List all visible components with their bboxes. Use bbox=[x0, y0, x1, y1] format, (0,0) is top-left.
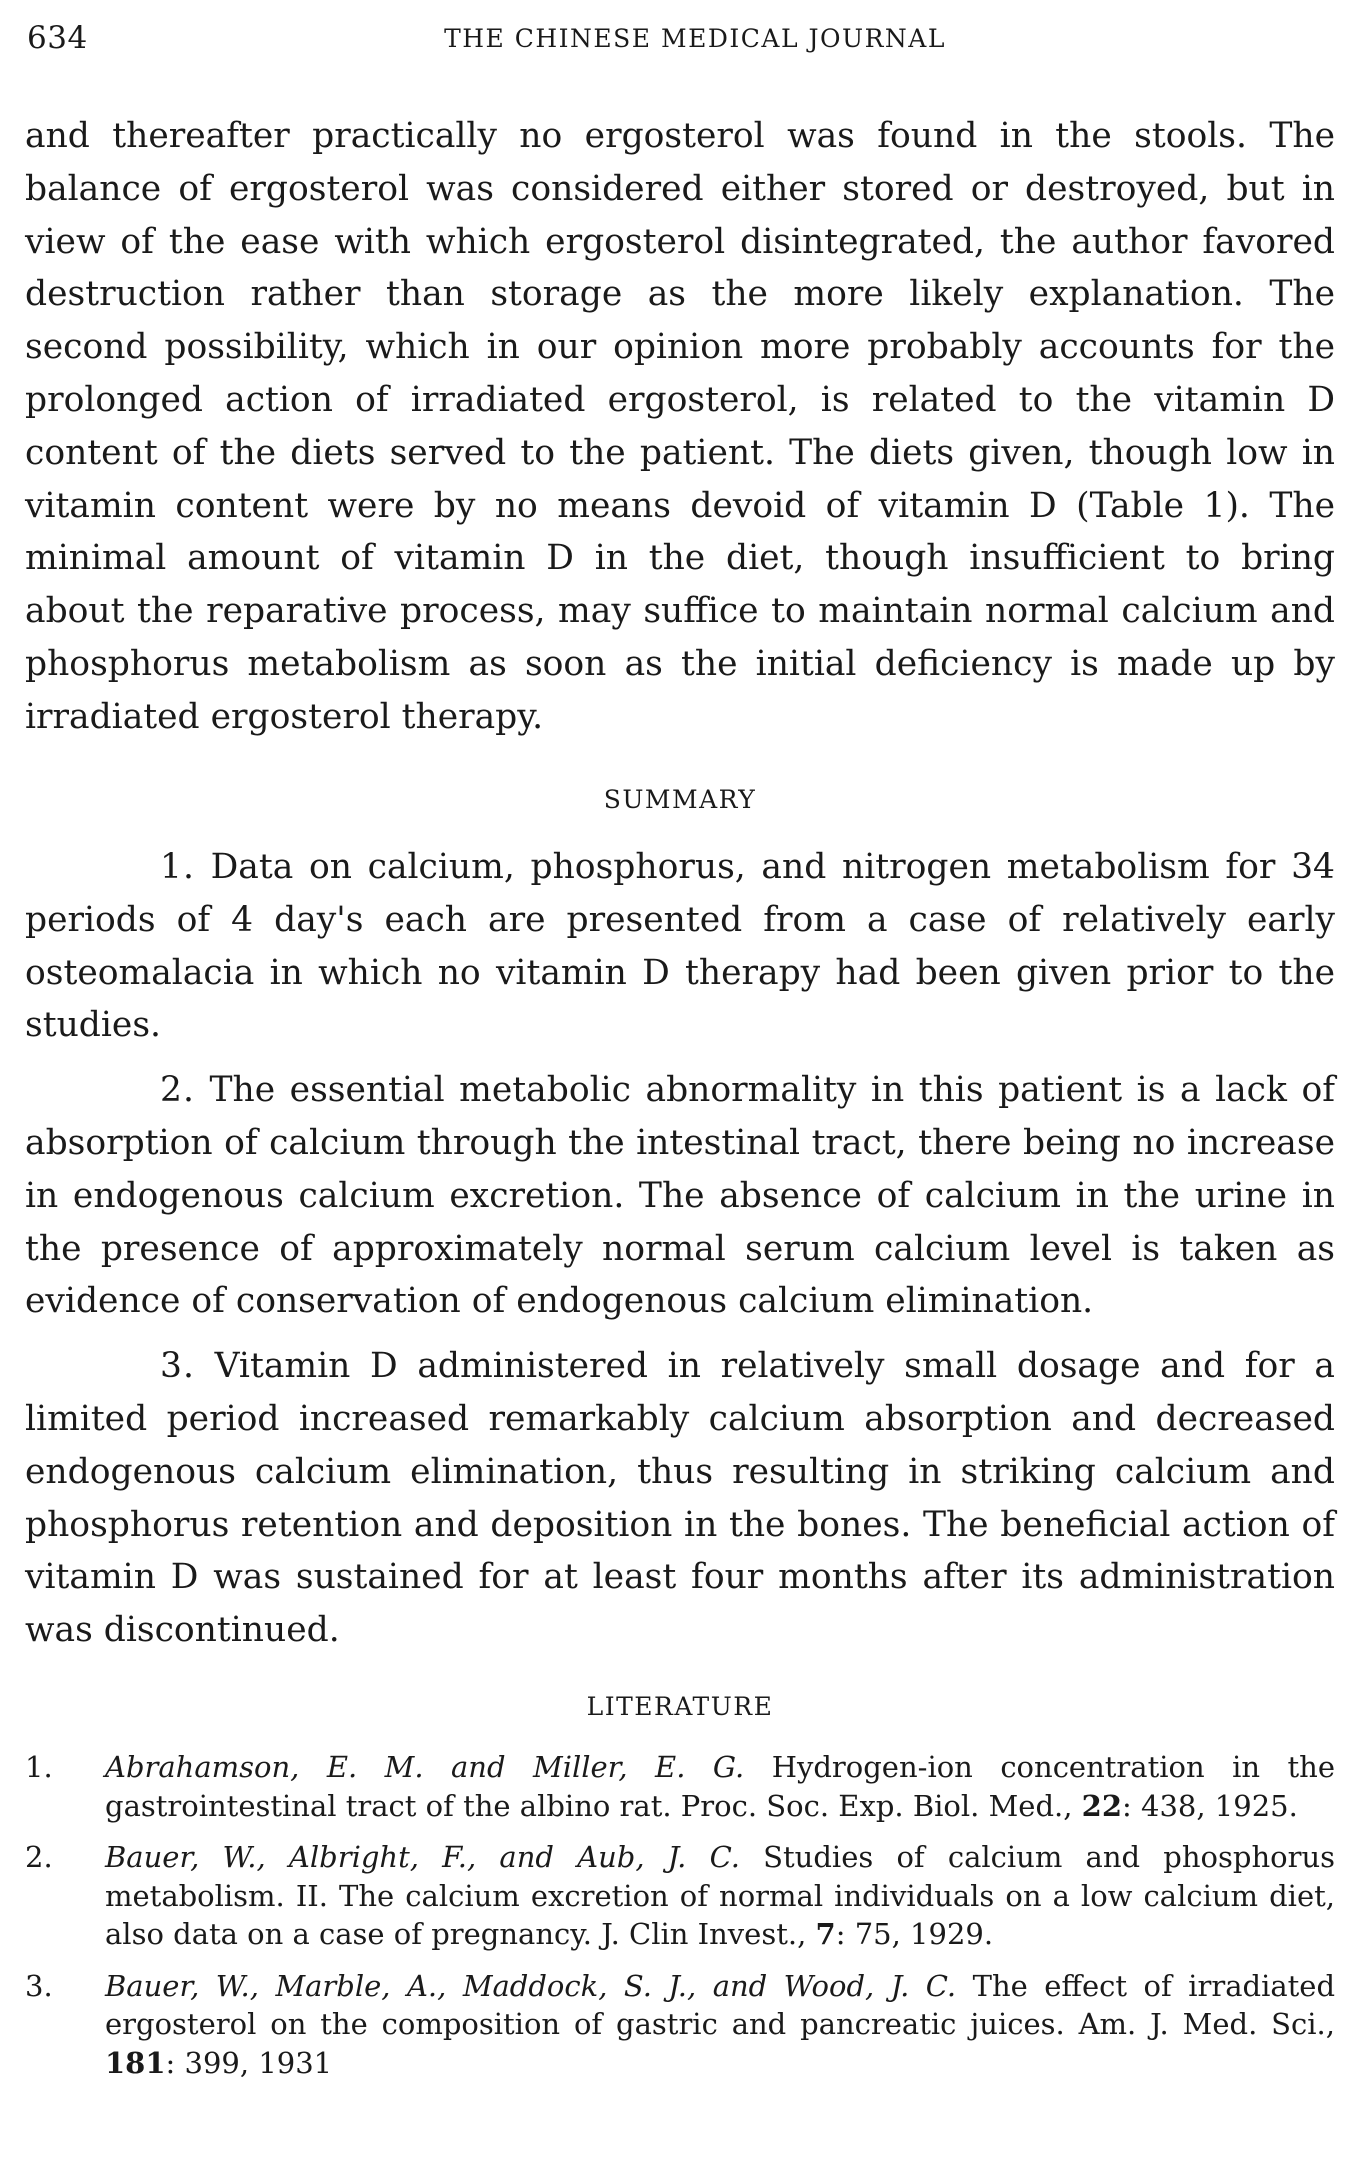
reference-number: 2. bbox=[25, 1840, 53, 1874]
reference-authors: Abrahamson, E. M. and Miller, E. G. bbox=[105, 1750, 745, 1784]
journal-page bbox=[25, 0, 1336, 2080]
summary-heading: SUMMARY bbox=[603, 785, 757, 814]
summary-item-number: 3. bbox=[160, 1346, 195, 1387]
reference-text: Hydrogen-ion concentration in the gastrointestinal tract of the albino rat. Proc. Soc. Exp. Biol. Med., bbox=[105, 1750, 1335, 1823]
reference-number: 1. bbox=[25, 1750, 53, 1784]
literature-heading: LITERATURE bbox=[586, 1692, 774, 1721]
running-head bbox=[25, 0, 1335, 80]
journal-title: THE CHINESE MEDICAL JOURNAL bbox=[444, 24, 946, 53]
summary-item-text: Data on calcium, phosphorus, and nitrogen metabolism for 34 periods of 4 day's each are presented from a case of relatively early osteomalacia in which no vitamin D therapy had been given prior to the studies. bbox=[25, 847, 1335, 1046]
reference-number: 3. bbox=[25, 1968, 53, 2003]
summary-item bbox=[25, 1340, 1335, 1657]
reference-pages-year: : 438, 1925. bbox=[1122, 1788, 1298, 1823]
summary-item-text: Vitamin D administered in relatively small dosage and for a limited period increased remarkably calcium absorption and decreased endogenous calcium elimination, thus resulting in striking calcium and phosphorus retention and deposition in the bones. The beneficial action of vitamin D was sustained for at least four months after its administration was discontinued. bbox=[25, 1346, 1335, 1651]
reference-text: The effect of irradiated ergosterol on the composition of gastric and pancreatic juices. Am. J. Med. Sci., bbox=[105, 1968, 1336, 2041]
reference-item bbox=[25, 1967, 1335, 2083]
reference-volume: 22 bbox=[1081, 1788, 1123, 1823]
reference-pages-year: : 75, 1929. bbox=[835, 1917, 994, 1951]
summary-item bbox=[25, 841, 1335, 1052]
reference-authors: Bauer, W., Albright, F., and Aub, J. C. bbox=[105, 1840, 740, 1874]
reference-volume: 7 bbox=[815, 1917, 836, 1951]
summary-item-text: The essential metabolic abnormality in this patient is a lack of absorption of calcium through the intestinal tract, there being no increase in endogenous calcium excretion. The absence of calcium in the urine in the presence of approximately normal serum calcium level is taken as evidence of conservation of endogenous calcium elimination. bbox=[25, 1070, 1335, 1322]
reference-volume: 181 bbox=[105, 2045, 166, 2080]
reference-pages-year: : 399, 1931 bbox=[165, 2045, 333, 2080]
page-number: 634 bbox=[27, 20, 88, 56]
reference-item bbox=[25, 1748, 1335, 1825]
reference-item bbox=[25, 1838, 1335, 1954]
reference-authors: Bauer, W., Marble, A., Maddock, S. J., and Wood, J. C. bbox=[105, 1968, 957, 2003]
reference-list bbox=[25, 1748, 1335, 2095]
reference-text: Studies of calcium and phosphorus metabolism. II. The calcium excretion of normal individuals on a low calcium diet, also data on a case of pregnancy. J. Clin Invest., bbox=[105, 1840, 1335, 1951]
summary-item-number: 2. bbox=[160, 1070, 195, 1111]
summary-item bbox=[25, 1064, 1335, 1328]
summary-item-number: 1. bbox=[160, 847, 195, 887]
summary-list bbox=[25, 841, 1335, 1669]
body-paragraph: and thereafter practically no ergosterol was found in the stools. The balance of ergosterol was considered either stored or destroyed, but in view of the ease with which ergosterol disintegrated, the author favored destruction rather than storage as the more likely explanation. The second possibility, which in our opinion more probably accounts for the prolonged action of irradiated ergosterol, is related to the vitamin D content of the diets served to the patient. The diets given, though low in vitamin content were by no means devoid of vitamin D (Table 1). The minimal amount of vitamin D in the diet, though insufficient to bring about the reparative process, may suffice to maintain normal calcium and phosphorus metabolism as soon as the initial deficiency is made up by irradiated ergosterol therapy. bbox=[25, 116, 1335, 737]
